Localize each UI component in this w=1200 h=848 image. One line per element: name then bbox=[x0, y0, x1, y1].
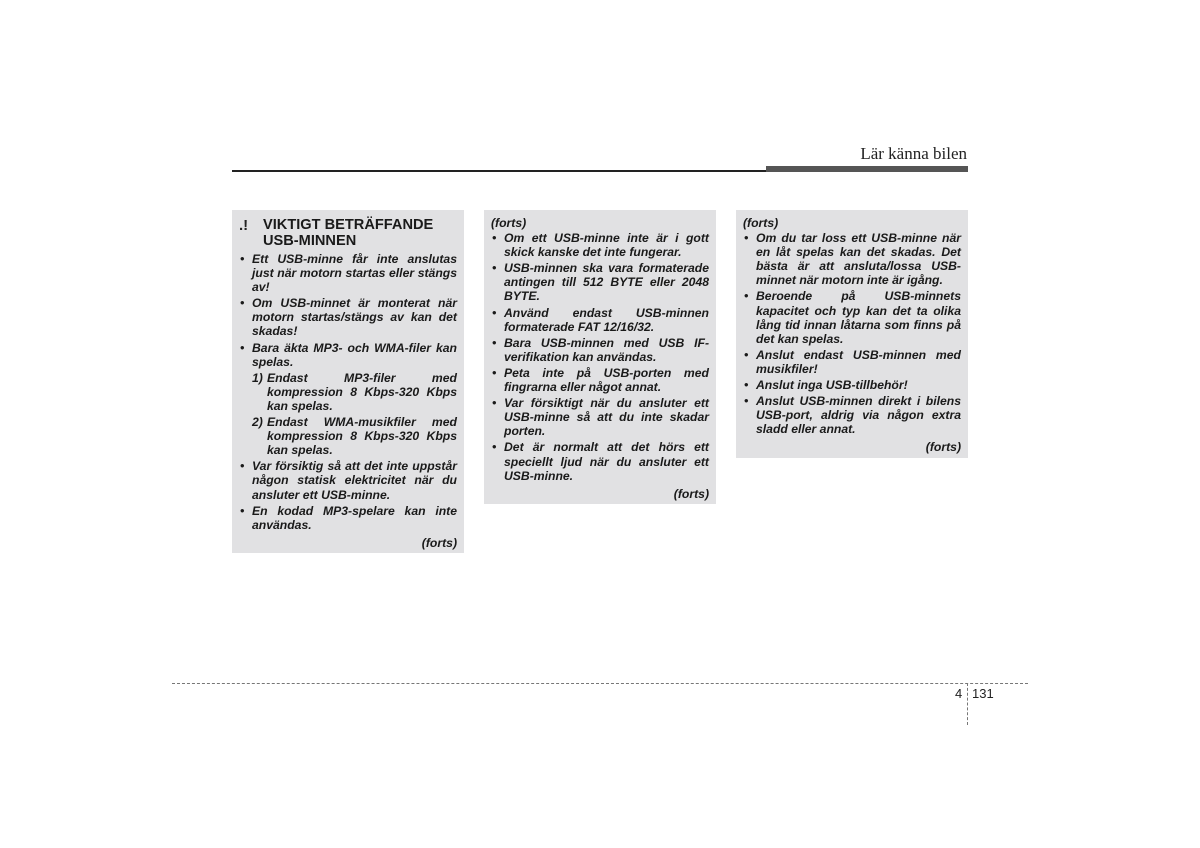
list-item: • Det är normalt att det hörs ett speciellt ljud när du ansluter ett USB-minne. bbox=[491, 440, 709, 482]
page-section-title: Lär känna bilen bbox=[860, 144, 967, 163]
chapter-number: 4 bbox=[955, 686, 963, 701]
warning-list bbox=[239, 252, 457, 532]
continued-label: (forts) bbox=[673, 486, 709, 501]
usb-warning-box-continued-2 bbox=[736, 210, 968, 458]
sub-list bbox=[252, 371, 457, 458]
usb-warning-box-continued-1 bbox=[484, 210, 716, 504]
usb-warning-box bbox=[232, 210, 464, 553]
warning-heading bbox=[239, 218, 457, 249]
list-item: • En kodad MP3-spelare kan inte användas. bbox=[239, 504, 457, 532]
footer-rule bbox=[172, 683, 1028, 684]
list-item: • Om USB-minnet är monterat när motorn startas/stängs av kan det skadas! bbox=[239, 296, 457, 338]
warning-list bbox=[491, 231, 709, 483]
footer-divider bbox=[967, 683, 968, 725]
warning-icon: .! bbox=[239, 217, 249, 234]
list-item: • Anslut inga USB-tillbehör! bbox=[743, 378, 961, 392]
list-item: • USB-minnen ska vara formaterade antingen till 512 BYTE eller 2048 BYTE. bbox=[491, 261, 709, 303]
list-item: • Peta inte på USB-porten med fingrarna eller något annat. bbox=[491, 366, 709, 394]
sub-list-item: 2) Endast WMA-musikfiler med kompression 8 Kbps-320 Kbps kan spelas. bbox=[252, 415, 457, 458]
list-item: • Var försiktig så att det inte uppstår någon statisk elektricitet när du ansluter ett USB-minne. bbox=[239, 459, 457, 501]
continued-label: (forts) bbox=[925, 440, 961, 455]
list-item: • Bara USB-minnen med USB IF-verifikation kan användas. bbox=[491, 336, 709, 364]
continued-top-label: (forts) bbox=[743, 216, 779, 230]
list-item: • Anslut USB-minnen direkt i bilens USB-port, aldrig via någon extra sladd eller annat. bbox=[743, 394, 961, 436]
list-item: • Var försiktigt när du ansluter ett USB-minne så att du inte skadar porten. bbox=[491, 396, 709, 438]
list-item: • Ett USB-minne får inte anslutas just när motorn startas eller stängs av! bbox=[239, 252, 457, 294]
header-rule-bar bbox=[766, 166, 968, 172]
list-item: • Om ett USB-minne inte är i gott skick kanske det inte fungerar. bbox=[491, 231, 709, 259]
warning-title: VIKTIGT BETRÄFFANDE USB-MINNEN bbox=[263, 217, 434, 249]
page-number: 131 bbox=[972, 686, 994, 701]
list-item: • Använd endast USB-minnen formaterade FAT 12/16/32. bbox=[491, 306, 709, 334]
header-rule bbox=[232, 170, 766, 172]
list-item: • Bara äkta MP3- och WMA-filer kan spelas. 1) Endast MP3-filer med kompression 8 Kbps-320 Kbps kan spelas. 2) Endast WMA-musikfiler med kompression 8 Kbps-320 Kbps kan spelas. bbox=[239, 341, 457, 458]
list-item: • Om du tar loss ett USB-minne när en låt spelas kan det skadas. Det bästa är att ansluta/lossa USB-minnet när motorn inte är igång. bbox=[743, 231, 961, 287]
continued-top-label: (forts) bbox=[491, 216, 527, 230]
sub-list-item: 1) Endast MP3-filer med kompression 8 Kbps-320 Kbps kan spelas. bbox=[252, 370, 457, 413]
warning-list bbox=[743, 231, 961, 436]
list-item: • Anslut endast USB-minnen med musikfiler! bbox=[743, 348, 961, 376]
list-item: • Beroende på USB-minnets kapacitet och typ kan det ta olika lång tid innan låtarna som finns på det kan spelas. bbox=[743, 289, 961, 345]
continued-label: (forts) bbox=[421, 535, 457, 550]
